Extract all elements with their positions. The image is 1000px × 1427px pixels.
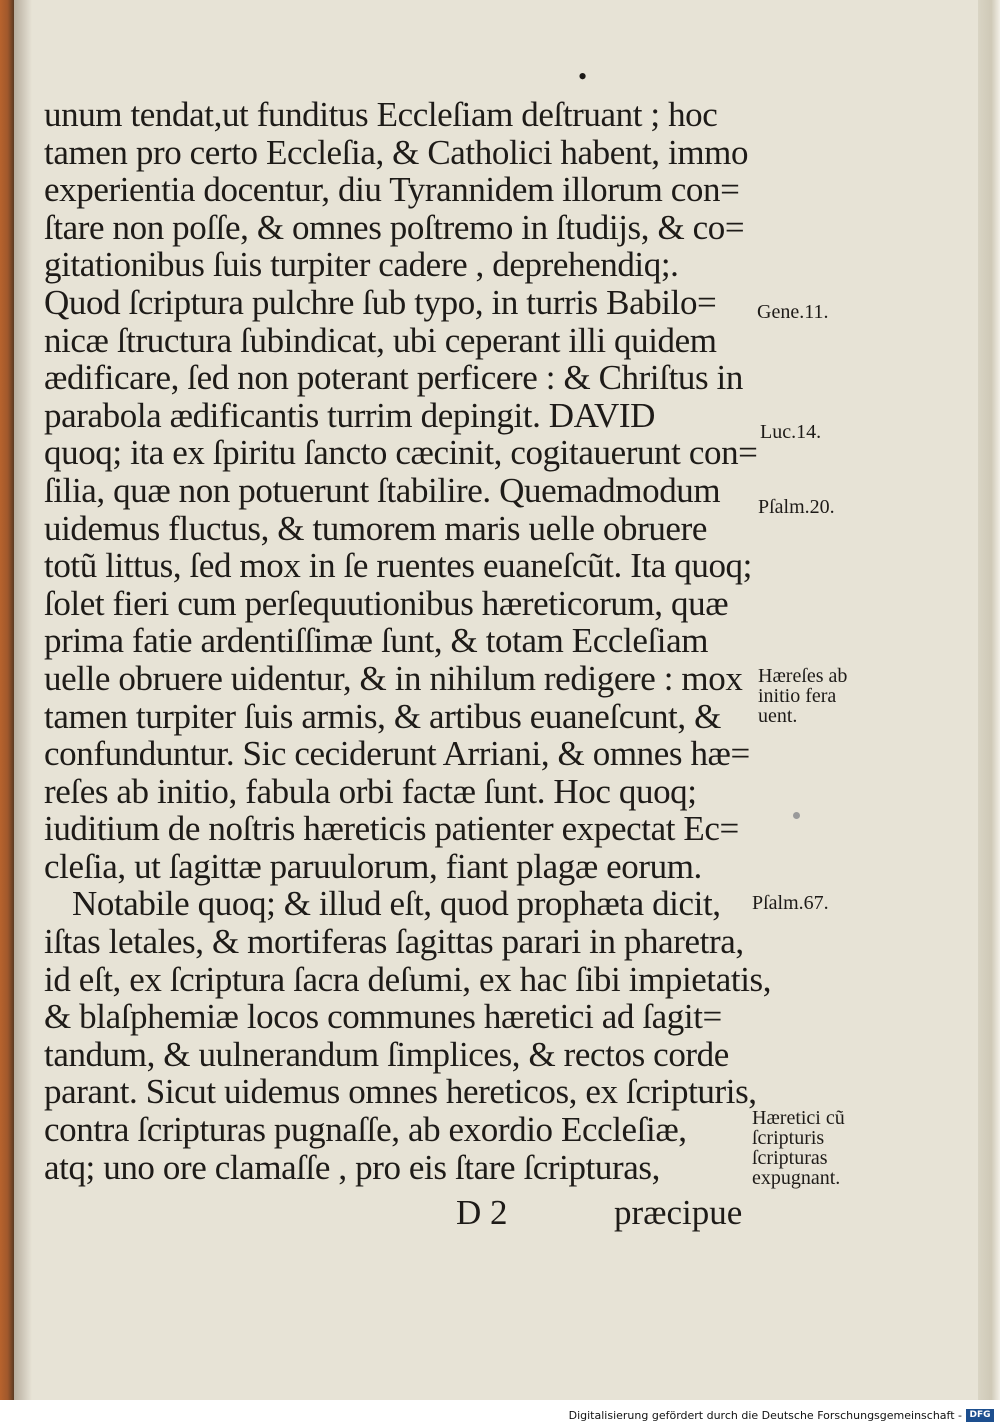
margin-note-psalm-67 xyxy=(752,893,829,913)
text-line: unum tendat,ut funditus Eccleſiam deſtruant ; hoc xyxy=(44,95,718,134)
text-line: reſes ab initio, fabula orbi factæ ſunt. Hoc quoq; xyxy=(44,771,697,811)
head-ornament: • xyxy=(578,62,588,91)
text-line: iſtas letales, & mortiferas ſagittas parari in pharetra, xyxy=(44,922,744,962)
margin-note-line: uent. xyxy=(758,705,798,727)
text-line: ædificare, ſed non poterant perficere : & Chriſtus in xyxy=(44,358,743,398)
text-line: ſtare non poſſe, & omnes poſtremo in ſtudijs, & co= xyxy=(44,207,745,247)
margin-note-luc xyxy=(760,422,821,442)
margin-note-line: Luc.14. xyxy=(760,421,822,443)
text-line: & blaſphemiæ locos communes hæretici ad ſagit= xyxy=(44,997,722,1037)
text-line: ſolet fieri cum perſequutionibus hæreticorum, quæ xyxy=(44,583,729,623)
text-line-paragraph-start: Notabile quoq; & illud eſt, quod prophæta dicit, xyxy=(72,884,721,924)
text-line: cleſia, ut ſagittæ paruulorum, fiant plagæ eorum. xyxy=(44,846,702,886)
gutter-shadow xyxy=(14,0,32,1400)
text-line: gitationibus ſuis turpiter cadere , deprehendiq;. xyxy=(44,245,679,285)
text-line: tamen turpiter ſuis armis, & artibus euaneſcunt, & xyxy=(44,696,721,736)
page-edge xyxy=(978,0,1000,1400)
margin-note-line: ſcripturas xyxy=(752,1147,828,1169)
margin-note-line: Hæretici cũ xyxy=(752,1107,845,1129)
dfg-logo: DFG xyxy=(966,1409,994,1422)
catchword: præcipue xyxy=(614,1193,743,1232)
text-line: tandum, & uulnerandum ſimplices, & rectos corde xyxy=(44,1034,729,1074)
text-line: uidemus fluctus, & tumorem maris uelle obruere xyxy=(44,508,707,548)
margin-note-haereses xyxy=(758,666,847,726)
margin-note-line: initio fera xyxy=(758,685,837,707)
digitization-note: Digitalisierung gefördert durch die Deutsche Forschungsgemeinschaft - xyxy=(568,1409,962,1422)
margin-note-line: Pſalm.20. xyxy=(758,496,835,518)
margin-note-psalm-20 xyxy=(758,497,835,517)
text-line: quoq; ita ex ſpiritu ſancto cæcinit, cogitauerunt con= xyxy=(44,433,758,473)
margin-note-line: Gene.11. xyxy=(757,301,829,323)
text-line: uelle obruere uidentur, & in nihilum redigere : mox xyxy=(44,658,743,698)
margin-note-haeretici xyxy=(752,1108,845,1188)
text-line: parant. Sicut uidemus omnes hereticos, ex ſcripturis, xyxy=(44,1072,757,1112)
text-line: prima fatie ardentiſſimæ ſunt, & totam Eccleſiam xyxy=(44,621,709,661)
text-line: confunduntur. Sic ceciderunt Arriani, & omnes hæ= xyxy=(44,734,750,774)
book-spine xyxy=(0,0,14,1400)
paper-speck xyxy=(793,812,800,819)
margin-note-gene xyxy=(757,302,828,322)
text-line: ſilia, quæ non potuerunt ſtabilire. Quemadmodum xyxy=(44,470,721,510)
text-line: nicæ ſtructura ſubindicat, ubi ceperant illi quidem xyxy=(44,320,717,360)
margin-note-line: expugnant. xyxy=(752,1167,841,1189)
text-line: totũ littus, ſed mox in ſe ruentes euaneſcũt. Ita quoq; xyxy=(44,546,752,586)
text-line: iuditium de noſtris hæreticis patienter expectat Ec= xyxy=(44,809,739,849)
text-line: id eſt, ex ſcriptura ſacra deſumi, ex hac ſibi impietatis, xyxy=(44,959,772,999)
margin-note-line: Pſalm.67. xyxy=(752,892,829,914)
text-line: tamen pro certo Eccleſia, & Catholici habent, immo xyxy=(44,132,749,172)
text-line: contra ſcripturas pugnaſſe, ab exordio Eccleſiæ, xyxy=(44,1110,687,1150)
digitization-footer xyxy=(0,1400,1000,1427)
body-text xyxy=(44,95,772,1187)
text-line: Quod ſcriptura pulchre ſub typo, in turris Babilo= xyxy=(44,282,717,322)
margin-note-line: ſcripturis xyxy=(752,1127,825,1149)
text-line: atq; uno ore clamaſſe , pro eis ſtare ſcripturas, xyxy=(44,1147,660,1187)
text-line: experientia docentur, diu Tyrannidem illorum con= xyxy=(44,170,740,210)
text-line: parabola ædificantis turrim depingit. DAVID xyxy=(44,395,656,435)
margin-note-line: Hæreſes ab xyxy=(758,665,848,687)
signature-mark: D 2 xyxy=(456,1193,508,1232)
